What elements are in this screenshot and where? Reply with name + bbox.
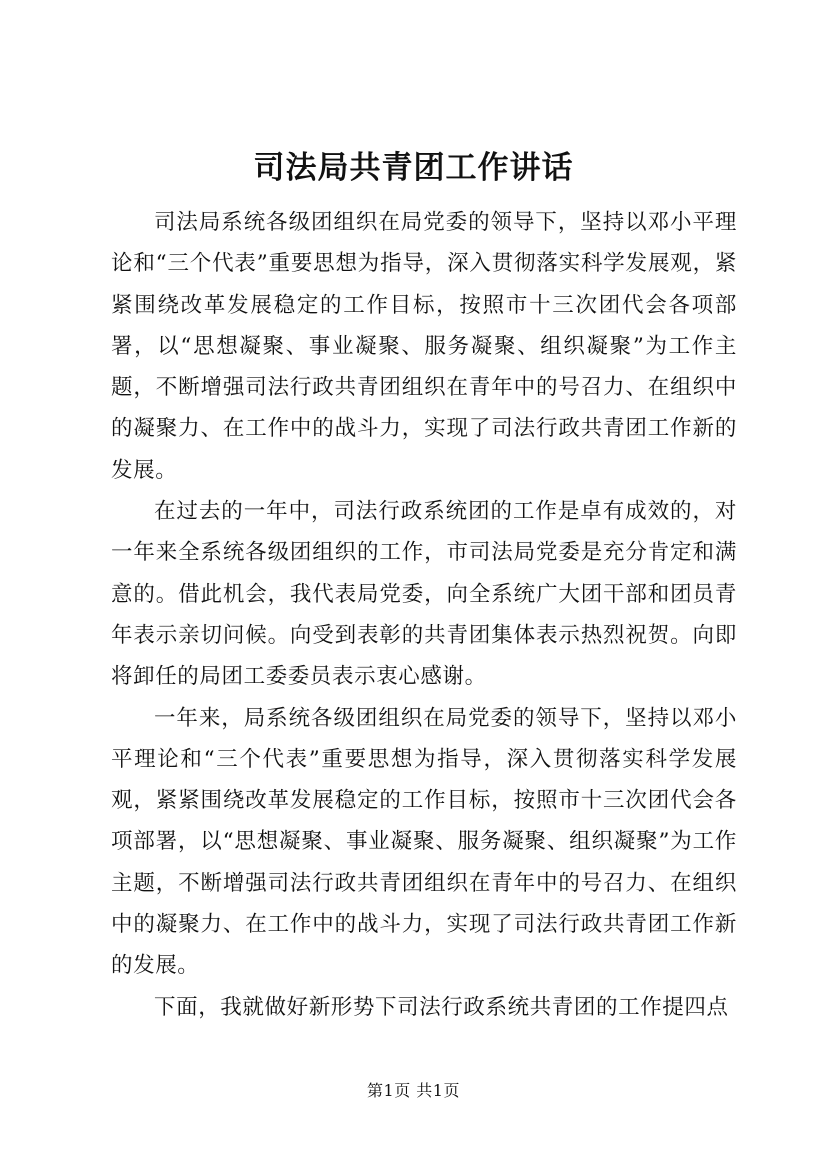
- paragraph-3: 一年来，局系统各级团组织在局党委的领导下，坚持以邓小平理论和“三个代表”重要思想为指导，深入贯彻落实科学发展观，紧紧围绕改革发展稳定的工作目标，按照市十三次团代会各项部署，以“思想凝聚、事业凝聚、服务凝聚、组织凝聚”为工作主题，不断增强司法行政共青团组织在青年中的号召力、在组织中的凝聚力、在工作中的战斗力，实现了司法行政共青团工作新的发展。: [111, 705, 737, 979]
- document-title: 司法局共青团工作讲话: [253, 150, 574, 186]
- page-footer: 第1页 共1页: [367, 1081, 460, 1100]
- paragraph-4: 下面，我就做好新形势下司法行政系统共青团的工作提四点: [154, 994, 729, 1020]
- paragraph-2: 在过去的一年中，司法行政系统团的工作是卓有成效的，对一年来全系统各级团组织的工作，市司法局党委是充分肯定和满意的。借此机会，我代表局党委，向全系统广大团干部和团员青年表示亲切问候。向受到表彰的共青团集体表示热烈祝贺。向即将卸任的局团工委委员表示衷心感谢。: [111, 499, 737, 690]
- paragraph-1: 司法局系统各级团组织在局党委的领导下，坚持以邓小平理论和“三个代表”重要思想为指导，深入贯彻落实科学发展观，紧紧围绕改革发展稳定的工作目标，按照市十三次团代会各项部署，以“思想凝聚、事业凝聚、服务凝聚、组织凝聚”为工作主题，不断增强司法行政共青团组织在青年中的号召力、在组织中的凝聚力、在工作中的战斗力，实现了司法行政共青团工作新的发展。: [111, 210, 737, 483]
- document-body: [111, 202, 737, 1028]
